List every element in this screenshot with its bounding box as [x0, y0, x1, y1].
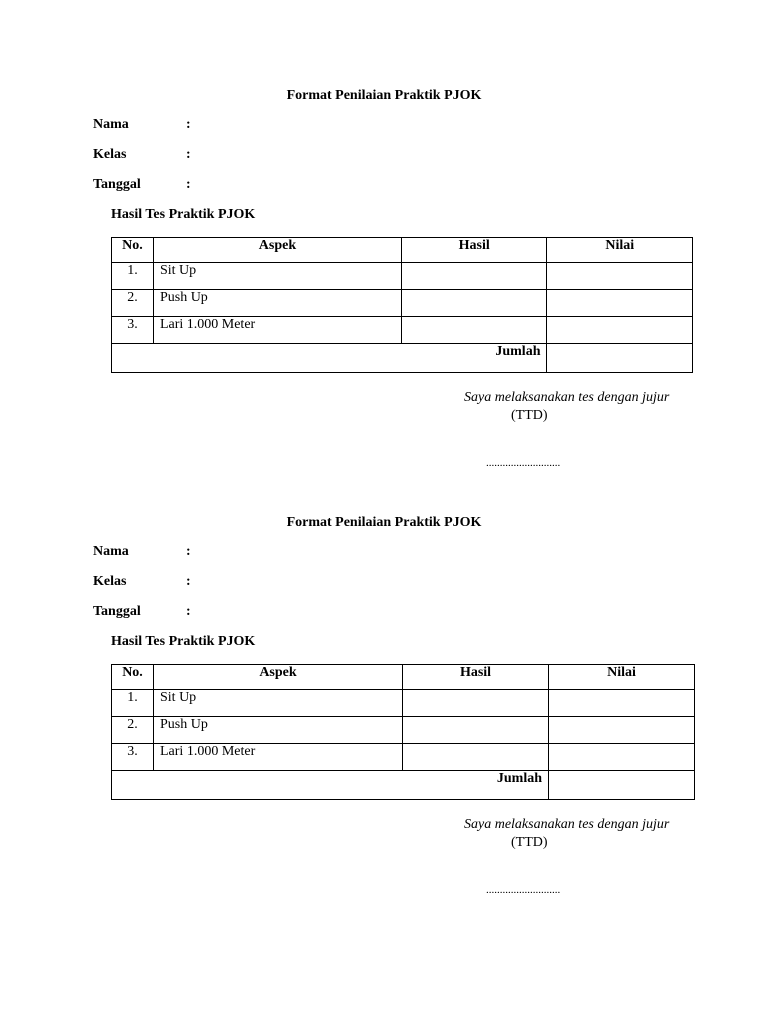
header-no: No.	[112, 665, 154, 690]
cell-jumlah-value[interactable]	[547, 344, 693, 373]
field-kelas	[93, 574, 191, 590]
field-tanggal	[93, 604, 191, 620]
header-hasil: Hasil	[403, 665, 549, 690]
table-row	[112, 690, 695, 717]
field-tanggal	[93, 177, 191, 193]
header-nilai: Nilai	[549, 665, 695, 690]
field-colon: :	[186, 117, 191, 132]
field-colon: :	[186, 147, 191, 162]
cell-nilai[interactable]	[549, 717, 695, 744]
signature-label: (TTD)	[511, 408, 548, 423]
cell-hasil[interactable]	[401, 263, 547, 290]
table-total-row	[112, 771, 695, 800]
cell-no: 1.	[112, 690, 154, 717]
cell-aspek: Sit Up	[154, 690, 403, 717]
cell-no: 2.	[112, 717, 154, 744]
cell-nilai[interactable]	[549, 744, 695, 771]
cell-no: 2.	[112, 290, 154, 317]
field-label: Nama	[93, 544, 129, 559]
score-table	[111, 237, 693, 373]
table-header-row	[112, 665, 695, 690]
header-aspek: Aspek	[154, 665, 403, 690]
cell-no: 3.	[112, 317, 154, 344]
field-colon: :	[186, 574, 191, 589]
cell-aspek: Push Up	[153, 290, 401, 317]
cell-aspek: Lari 1.000 Meter	[153, 317, 401, 344]
table-total-row	[112, 344, 693, 373]
field-colon: :	[186, 544, 191, 559]
cell-jumlah-label: Jumlah	[112, 344, 547, 373]
table-row	[112, 290, 693, 317]
cell-hasil[interactable]	[401, 317, 547, 344]
table-row	[112, 263, 693, 290]
field-label: Tanggal	[93, 604, 141, 619]
honesty-pledge: Saya melaksanakan tes dengan jujur	[464, 390, 670, 405]
header-nilai: Nilai	[547, 238, 693, 263]
assessment-form-1	[0, 0, 768, 469]
form-title: Format Penilaian Praktik PJOK	[286, 88, 482, 103]
cell-hasil[interactable]	[403, 717, 549, 744]
section-subtitle: Hasil Tes Praktik PJOK	[111, 207, 256, 222]
signature-line[interactable]: ...........................	[486, 884, 561, 896]
cell-nilai[interactable]	[547, 317, 693, 344]
cell-no: 1.	[112, 263, 154, 290]
header-no: No.	[112, 238, 154, 263]
field-label: Tanggal	[93, 177, 141, 192]
cell-aspek: Push Up	[154, 717, 403, 744]
field-colon: :	[186, 604, 191, 619]
signature-line[interactable]: ...........................	[486, 457, 561, 469]
table-header-row	[112, 238, 693, 263]
cell-hasil[interactable]	[401, 290, 547, 317]
header-aspek: Aspek	[153, 238, 401, 263]
cell-hasil[interactable]	[403, 690, 549, 717]
cell-hasil[interactable]	[403, 744, 549, 771]
cell-no: 3.	[112, 744, 154, 771]
honesty-pledge: Saya melaksanakan tes dengan jujur	[464, 817, 670, 832]
field-label: Kelas	[93, 574, 127, 589]
header-hasil: Hasil	[401, 238, 547, 263]
table-row	[112, 317, 693, 344]
table-row	[112, 717, 695, 744]
field-nama	[93, 544, 191, 560]
cell-jumlah-label: Jumlah	[112, 771, 549, 800]
cell-nilai[interactable]	[547, 263, 693, 290]
score-table	[111, 664, 695, 800]
cell-nilai[interactable]	[547, 290, 693, 317]
signature-label: (TTD)	[511, 835, 548, 850]
cell-jumlah-value[interactable]	[549, 771, 695, 800]
field-label: Kelas	[93, 147, 127, 162]
form-title: Format Penilaian Praktik PJOK	[286, 515, 482, 530]
field-kelas	[93, 147, 191, 163]
cell-nilai[interactable]	[549, 690, 695, 717]
cell-aspek: Lari 1.000 Meter	[154, 744, 403, 771]
field-colon: :	[186, 177, 191, 192]
field-label: Nama	[93, 117, 129, 132]
cell-aspek: Sit Up	[153, 263, 401, 290]
assessment-form-2	[0, 427, 768, 896]
section-subtitle: Hasil Tes Praktik PJOK	[111, 634, 256, 649]
field-nama	[93, 117, 191, 133]
table-row	[112, 744, 695, 771]
